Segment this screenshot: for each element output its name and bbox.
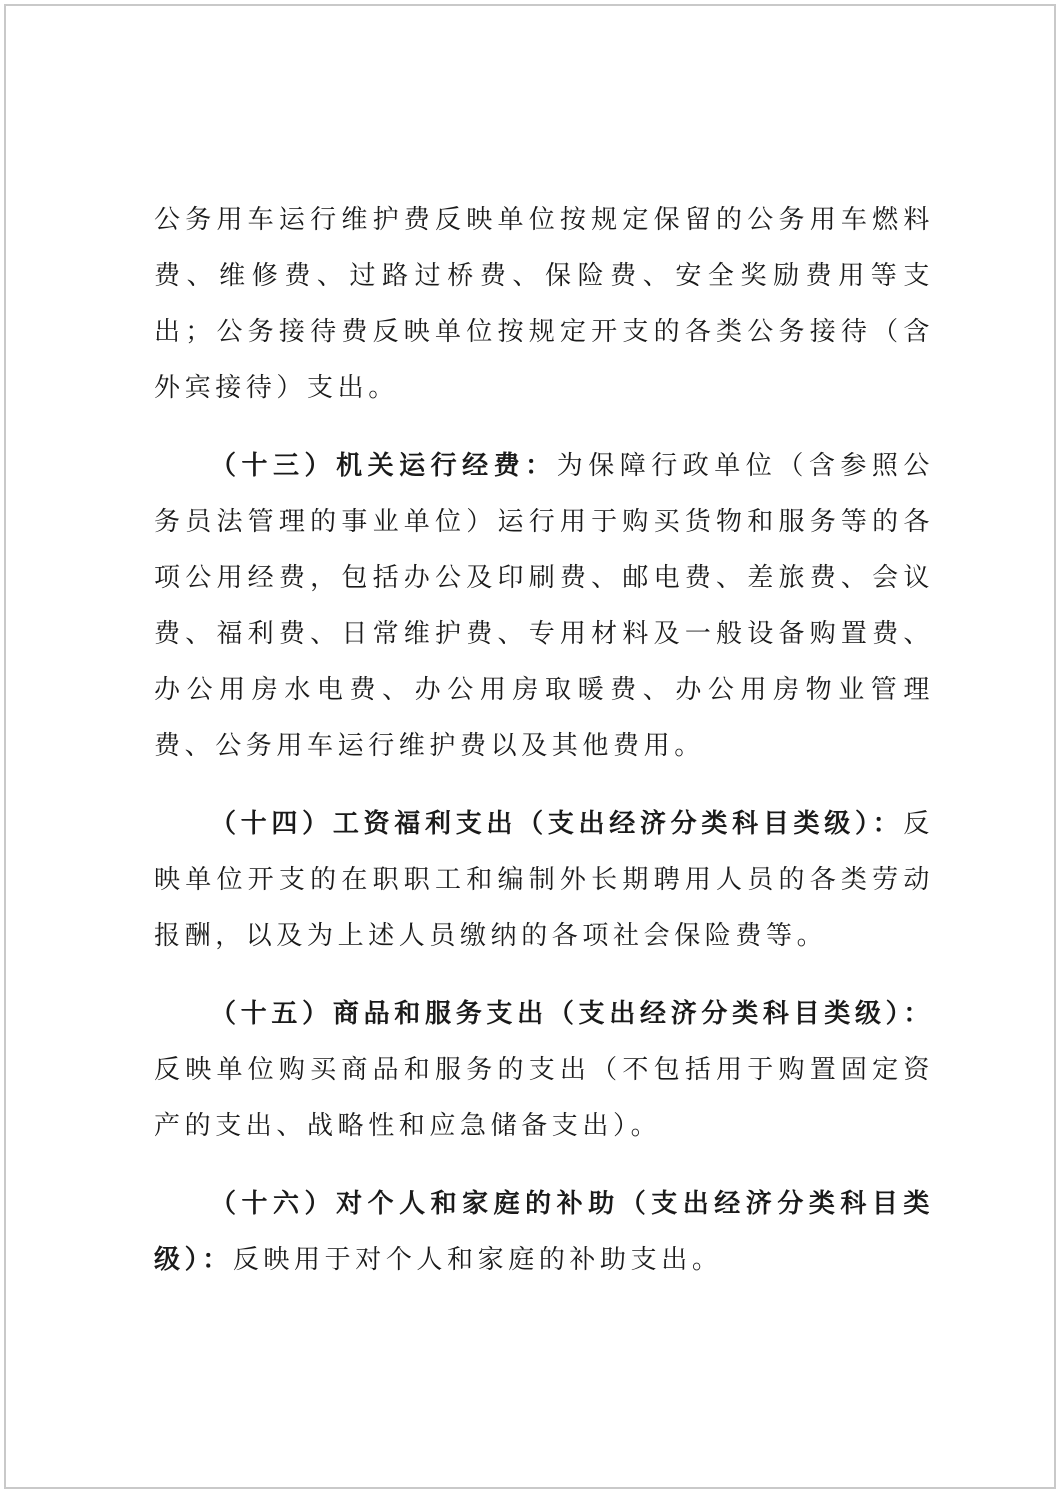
paragraph-gap <box>154 1154 934 1176</box>
paragraph-gap <box>154 416 934 438</box>
paragraph-vehicle-reception-expenses <box>154 192 934 416</box>
paragraph-text: 公务用车运行维护费反映单位按规定保留的公务用车燃料费、维修费、过路过桥费、保险费、安全奖励费用等支出；公务接待费反映单位按规定开支的各类公务接待（含外宾接待）支出。 <box>154 205 934 403</box>
paragraph-item-16 <box>154 1176 934 1288</box>
item-15-text: 反映单位购买商品和服务的支出（不包括用于购置固定资产的支出、战略性和应急储备支出）。 <box>154 1055 934 1141</box>
item-14-text: 反映单位开支的在职职工和编制外长期聘用人员的各类劳动报酬，以及为上述人员缴纳的各项社会保险费等。 <box>154 809 934 951</box>
item-16-heading: （十六）对个人和家庭的补助（支出经济分类科目类级）： <box>154 1189 934 1275</box>
item-13-text: 为保障行政单位（含参照公务员法管理的事业单位）运行用于购买货物和服务等的各项公用经费，包括办公及印刷费、邮电费、差旅费、会议费、福利费、日常维护费、专用材料及一般设备购置费、办公用房水电费、办公用房取暖费、办公用房物业管理费、公务用车运行维护费以及其他费用。 <box>154 451 934 761</box>
document-page <box>4 4 1056 1489</box>
paragraph-item-13 <box>154 438 934 774</box>
document-body <box>154 192 934 1288</box>
item-16-text: 反映用于对个人和家庭的补助支出。 <box>232 1245 723 1275</box>
paragraph-gap <box>154 774 934 796</box>
item-13-heading: （十三）机关运行经费： <box>210 451 557 481</box>
paragraph-item-15 <box>154 986 934 1154</box>
paragraph-item-14 <box>154 796 934 964</box>
paragraph-gap <box>154 964 934 986</box>
item-15-heading: （十五）商品和服务支出（支出经济分类科目类级）： <box>210 999 934 1029</box>
item-14-heading: （十四）工资福利支出（支出经济分类科目类级）： <box>210 809 904 839</box>
